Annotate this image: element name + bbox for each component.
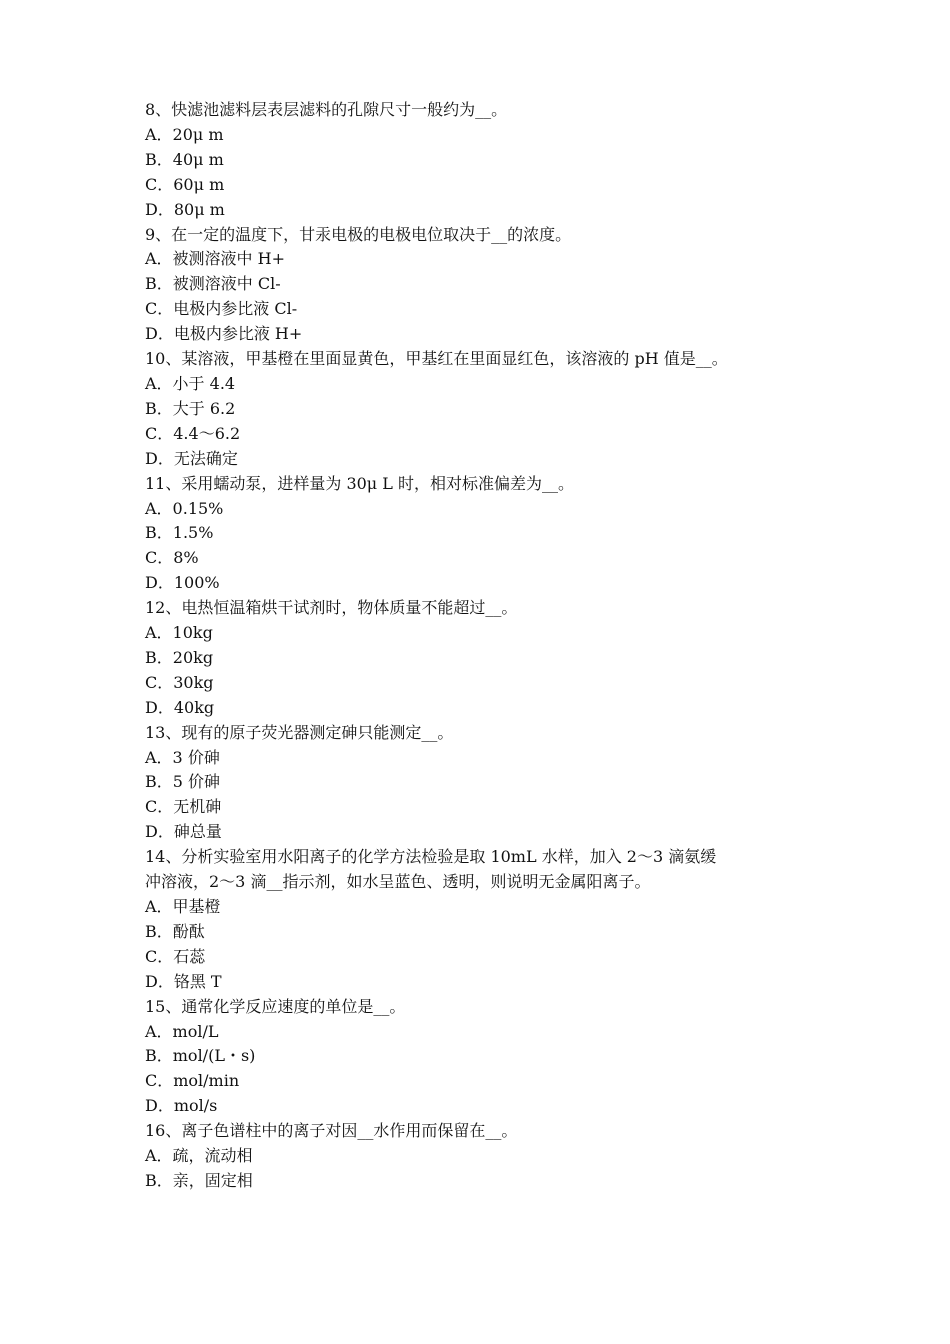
question-13-option-d: D．砷总量 [145, 822, 222, 842]
question-14-option-c: C．石蕊 [145, 946, 206, 966]
question-13-option-c: C．无机砷 [145, 797, 222, 817]
question-15-option-c: C．mol/min [145, 1071, 240, 1091]
question-10-stem: 10、某溶液，甲基橙在里面显黄色，甲基红在里面显红色，该溶液的 pH 值是__。 [145, 349, 728, 369]
question-16-option-a: A．疏，流动相 [145, 1146, 253, 1166]
question-14-option-d: D．铬黑 T [145, 971, 222, 991]
question-14-stem-line-2: 冲溶液，2～3 滴__指示剂，如水呈蓝色、透明，则说明无金属阳离子。 [145, 872, 651, 892]
question-12-stem: 12、电热恒温箱烘干试剂时，物体质量不能超过__。 [145, 598, 518, 618]
question-8-option-d: D．80μ m [145, 199, 225, 219]
question-9-option-b: B．被测溶液中 Cl- [145, 274, 281, 294]
question-9-stem: 9、在一定的温度下，甘汞电极的电极电位取决于__的浓度。 [145, 224, 572, 244]
question-10-option-b: B．大于 6.2 [145, 398, 236, 418]
question-8-option-b: B．40μ m [145, 149, 224, 169]
question-9-option-c: C．电极内参比液 Cl- [145, 299, 298, 319]
question-14-stem-line-1: 14、分析实验室用水阳离子的化学方法检验是取 10mL 水样，加入 2～3 滴氨缓 [145, 847, 717, 867]
question-11-option-d: D．100% [145, 573, 220, 593]
question-14-option-b: B．酚酞 [145, 921, 205, 941]
question-8-option-c: C．60μ m [145, 174, 225, 194]
question-16-stem: 16、离子色谱柱中的离子对因__水作用而保留在__。 [145, 1121, 518, 1141]
question-11-option-a: A．0.15% [145, 498, 224, 518]
question-10-option-c: C．4.4～6.2 [145, 423, 241, 443]
question-14-option-a: A．甲基橙 [145, 897, 221, 916]
question-9-option-a: A．被测溶液中 H+ [145, 249, 286, 269]
document-page [145, 98, 810, 1194]
question-11-stem: 11、采用蠕动泵，进样量为 30μ L 时，相对标准偏差为__。 [145, 473, 575, 493]
question-15-option-a: A．mol/L [145, 1021, 219, 1041]
question-12-option-c: C．30kg [145, 672, 214, 692]
question-13-option-b: B．5 价砷 [145, 772, 221, 792]
question-12-option-b: B．20kg [145, 647, 214, 667]
question-13-option-a: A．3 价砷 [145, 747, 220, 767]
question-11-option-b: B．1.5% [145, 523, 214, 543]
question-12-option-d: D．40kg [145, 697, 215, 717]
question-13-stem: 13、现有的原子荧光器测定砷只能测定__。 [145, 722, 454, 742]
question-8-stem: 8、快滤池滤料层表层滤料的孔隙尺寸一般约为__。 [145, 100, 508, 119]
question-10-option-d: D．无法确定 [145, 448, 238, 468]
question-10-option-a: A．小于 4.4 [145, 373, 236, 393]
question-15-option-b: B．mol/(L・s) [145, 1046, 256, 1066]
question-15-option-d: D．mol/s [145, 1096, 218, 1116]
question-8-option-a: A．20μ m [145, 124, 224, 144]
question-11-option-c: C．8% [145, 548, 199, 568]
question-9-option-d: D．电极内参比液 H+ [145, 324, 303, 344]
question-12-option-a: A．10kg [145, 623, 213, 643]
question-15-stem: 15、通常化学反应速度的单位是__。 [145, 996, 406, 1016]
question-16-option-b: B．亲，固定相 [145, 1170, 253, 1190]
